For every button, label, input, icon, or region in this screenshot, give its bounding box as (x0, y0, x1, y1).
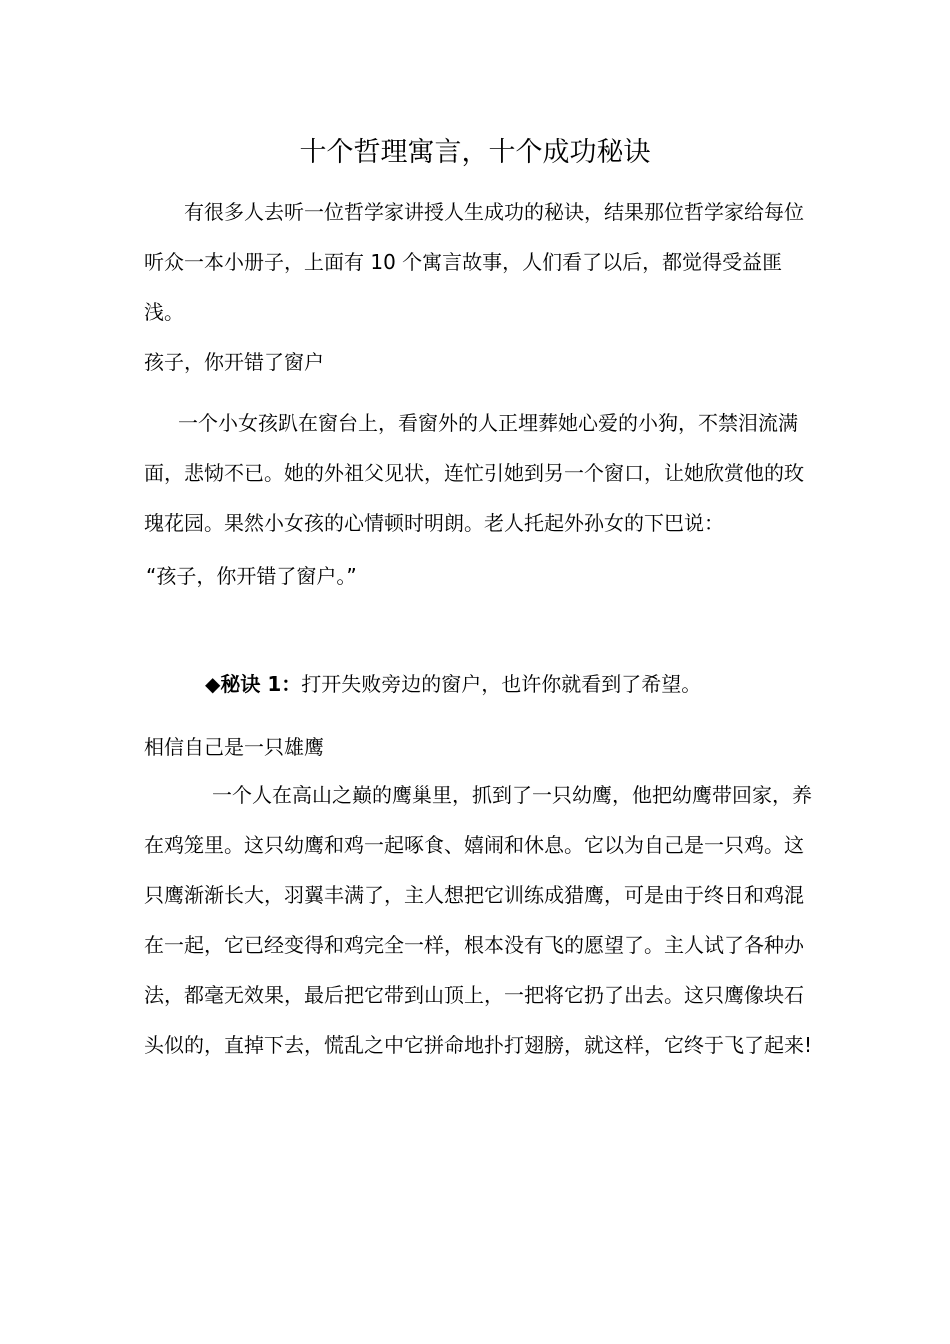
secret-1 (205, 669, 701, 699)
intro-paragraph: 有很多人去听一位哲学家讲授人生成功的秘诀，结果那位哲学家给每位听众一本小册子，上面有 10 个寓言故事，人们看了以后，都觉得受益匪浅。 (144, 200, 804, 324)
story-2-heading: 相信自己是一只雄鹰 (144, 735, 324, 759)
story-2-body: 一个人在高山之巅的鹰巢里，抓到了一只幼鹰，他把幼鹰带回家，养在鸡笼里。这只幼鹰和鸡一起啄食、嬉闹和休息。它以为自己是一只鸡。这只鹰渐渐长大，羽翼丰满了，主人想把它训练成猎鹰，可是由于终日和鸡混在一起，它已经变得和鸡完全一样，根本没有飞的愿望了。主人试了各种办法，都毫无效果，最后把它带到山顶上，一把将它扔了出去。这只鹰像块石头似的，直掉下去，慌乱之中它拼命地扑打翅膀，就这样，它终于飞了起来! (144, 783, 813, 1057)
story-1-quote: “孩子，你开错了窗户。” (146, 564, 357, 588)
secret-1-label: ◆秘诀 1： (205, 672, 302, 696)
secret-1-text: 打开失败旁边的窗户，也许你就看到了希望。 (301, 672, 702, 696)
story-1-body: 一个小女孩趴在窗台上，看窗外的人正埋葬她心爱的小狗，不禁泪流满面，悲恸不已。她的外祖父见状，连忙引她到另一个窗口，让她欣赏他的玫瑰花园。果然小女孩的心情顿时明朗。老人托起外孙女的下巴说： (144, 411, 804, 535)
story-1-heading: 孩子，你开错了窗户 (144, 350, 324, 374)
page-title: 十个哲理寓言，十个成功秘诀 (299, 137, 651, 168)
